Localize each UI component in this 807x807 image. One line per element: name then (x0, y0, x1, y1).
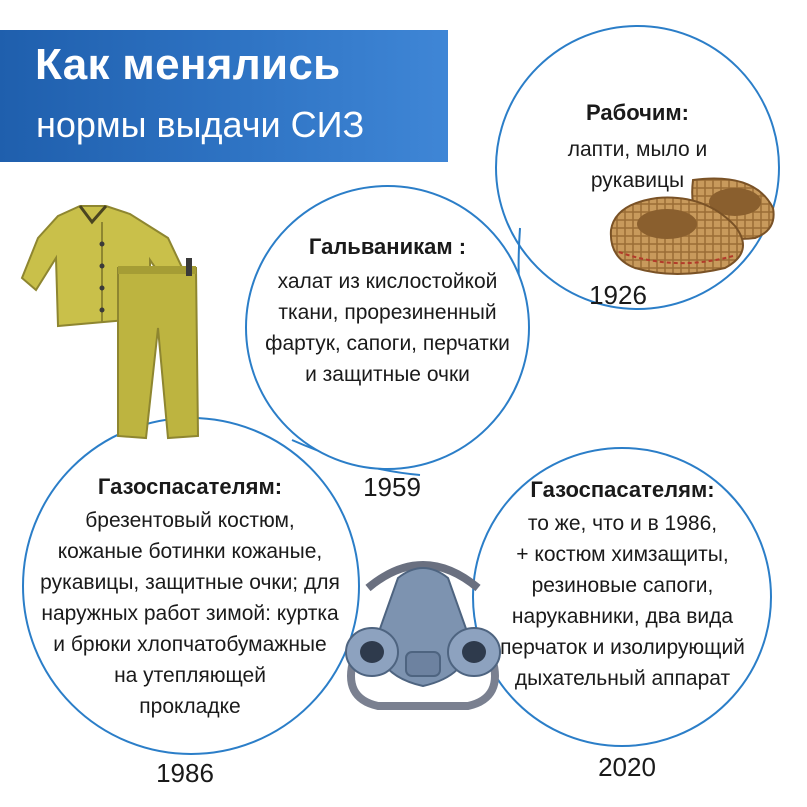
block-line: + костюм химзащиты, (516, 543, 729, 566)
block-line: ткани, прорезиненный (278, 301, 497, 324)
block-line: на утепляющей (114, 664, 266, 687)
block-line: дыхательный аппарат (514, 667, 731, 690)
work-suit-icon (18, 198, 203, 443)
block-line: и брюки хлопчатобумажные (53, 633, 327, 656)
header-subtitle: нормы выдачи СИЗ (36, 104, 365, 145)
block-line: наружных работ зимой: куртка (41, 602, 339, 625)
header-title: Как менялись (35, 40, 341, 89)
block-heading: Газоспасателям: (530, 477, 715, 502)
bast-shoes-icon (605, 168, 780, 283)
respirator-icon (338, 548, 508, 723)
block-line: прокладке (139, 695, 241, 718)
block-2020 (500, 475, 745, 694)
block-line: кожаные ботинки кожаные, (57, 540, 323, 563)
block-1986 (40, 472, 340, 722)
block-heading: Газоспасателям: (97, 474, 283, 499)
block-line: то же, что и в 1986, (527, 512, 718, 535)
block-line: и защитные очки (305, 363, 470, 386)
year-2020: 2020 (598, 752, 656, 782)
block-line: брезентовый костюм, (85, 509, 295, 532)
block-line: нарукавники, два вида (511, 605, 734, 628)
block-line: халат из кислостойкой (277, 270, 498, 293)
block-line: перчаток и изолирующий (500, 636, 745, 659)
year-1959: 1959 (363, 472, 421, 502)
block-line: рукавицы (590, 169, 685, 192)
block-line: фартук, сапоги, перчатки (265, 332, 510, 355)
block-1959 (255, 232, 520, 390)
block-line: лапти, мыло и (567, 138, 708, 161)
year-1926: 1926 (589, 280, 647, 310)
block-line: резиновые сапоги, (531, 574, 714, 597)
block-heading: Рабочим: (586, 100, 689, 125)
block-heading: Гальваникам : (308, 234, 467, 259)
year-1986: 1986 (156, 758, 214, 788)
block-line: рукавицы, защитные очки; для (40, 571, 340, 594)
